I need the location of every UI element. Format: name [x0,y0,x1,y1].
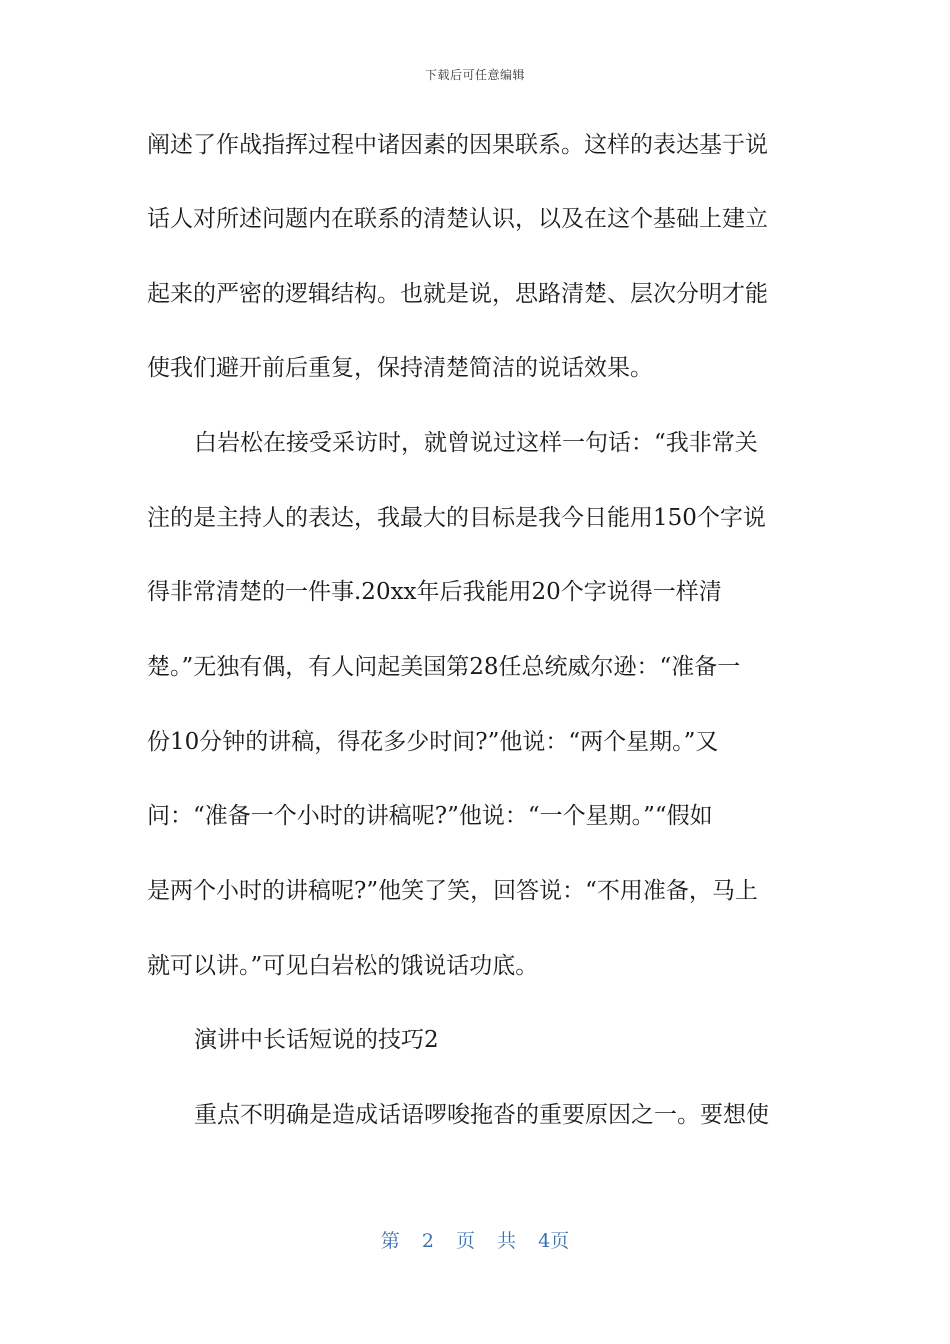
current-page-number: 2 [421,1230,434,1252]
paragraph-2-line-5: 份10分钟的讲稿，得花多少时间?”他说：“两个星期。”又 [147,729,719,755]
paragraph-2-line-3: 得非常清楚的一件事.20xx年后我能用20个字说得一样清 [147,579,722,605]
total-word: 共 [497,1230,517,1252]
page-number-footer [0,1226,950,1253]
paragraph-2-line-8: 就可以讲。”可见白岩松的饿说话功底。 [147,953,539,979]
page-word: 第 [380,1230,400,1252]
paragraph-2-line-4: 楚。”无独有偶，有人问起美国第28任总统威尔逊：“准备一 [147,654,741,680]
paragraph-3-line-1: 重点不明确是造成话语啰唆拖沓的重要原因之一。要想使 [194,1102,769,1128]
total-pages: 4页 [538,1230,570,1252]
page-unit: 页 [455,1230,475,1252]
paragraph-1-line-1: 阐述了作战指挥过程中诸因素的因果联系。这样的表达基于说 [147,132,768,158]
paragraph-2-line-2: 注的是主持人的表达，我最大的目标是我今日能用150个字说 [147,505,766,531]
paragraph-2-line-7: 是两个小时的讲稿呢?”他笑了笑，回答说：“不用准备，马上 [147,878,758,904]
section-heading: 演讲中长话短说的技巧2 [194,1027,439,1053]
paragraph-1-line-2: 话人对所述问题内在联系的清楚认识，以及在这个基础上建立 [147,206,768,232]
paragraph-1-line-3: 起来的严密的逻辑结构。也就是说，思路清楚、层次分明才能 [147,281,768,307]
paragraph-1-line-4: 使我们避开前后重复，保持清楚简洁的说话效果。 [147,355,653,381]
page-header-note: 下载后可任意编辑 [424,68,525,82]
paragraph-2-line-1: 白岩松在接受采访时，就曾说过这样一句话：“我非常关 [194,430,758,456]
paragraph-2-line-6: 问：“准备一个小时的讲稿呢?”他说：“一个星期。”“假如 [147,803,713,829]
